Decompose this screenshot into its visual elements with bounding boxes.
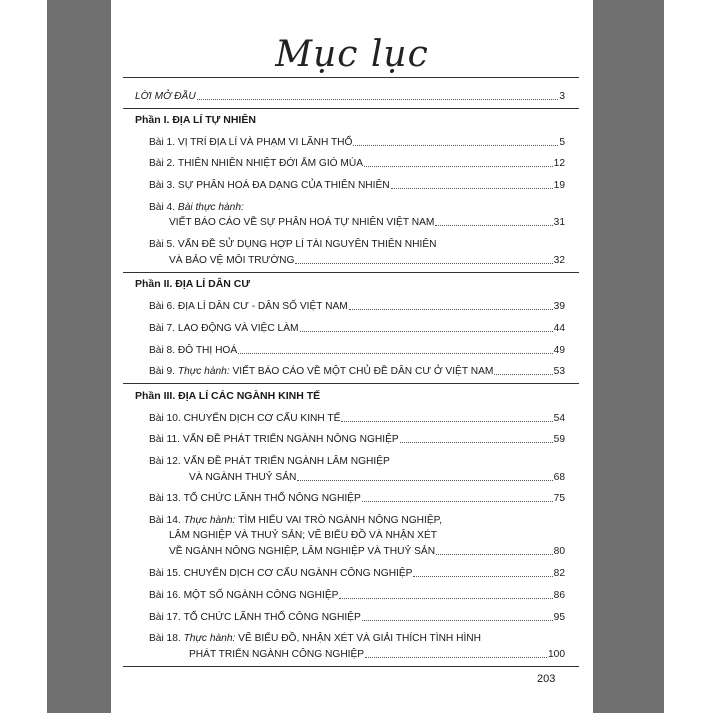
lesson-title: ĐỊA LÍ DÂN CƯ - DÂN SỐ VIỆT NAM bbox=[177, 301, 348, 312]
lesson-page: 68 bbox=[553, 472, 565, 483]
intro-label: LỜI MỞ ĐẦU bbox=[135, 91, 196, 102]
leader-dots bbox=[295, 262, 552, 264]
lesson-number: Bài 10. bbox=[149, 413, 181, 424]
lesson-title: SỰ PHÂN HOÁ ĐA DẠNG CỦA THIÊN NHIÊN bbox=[177, 180, 390, 191]
toc-entry-bai-7[interactable] bbox=[149, 323, 565, 335]
lesson-page: 31 bbox=[553, 217, 565, 228]
section-divider bbox=[123, 108, 579, 109]
lesson-number: Bài 16. bbox=[149, 590, 181, 601]
lesson-page: 95 bbox=[553, 612, 565, 623]
toc-entry-bai-4[interactable] bbox=[169, 217, 565, 229]
lesson-page: 19 bbox=[553, 180, 565, 191]
leader-dots bbox=[197, 98, 559, 100]
toc-entry-bai-10[interactable] bbox=[149, 413, 565, 425]
lesson-number: Bài 18. bbox=[149, 633, 181, 644]
lesson-prefix: Thực hành: bbox=[183, 515, 236, 526]
lesson-page: 54 bbox=[553, 413, 565, 424]
lesson-number: Bài 3. bbox=[149, 180, 176, 191]
lesson-number: Bài 15. bbox=[149, 568, 181, 579]
toc-entry-bai-12[interactable] bbox=[189, 472, 565, 484]
lesson-title: VIẾT BÁO CÁO VỀ MỘT CHỦ ĐỀ DÂN CƯ Ở VIỆT NAM bbox=[232, 366, 494, 377]
part-3-heading: Phần III. ĐỊA LÍ CÁC NGÀNH KINH TẾ bbox=[135, 390, 321, 402]
section-divider bbox=[123, 272, 579, 273]
lesson-number: Bài 2. bbox=[149, 158, 176, 169]
part-1-heading: Phần I. ĐỊA LÍ TỰ NHIÊN bbox=[135, 114, 256, 126]
lesson-title: CHUYỂN DỊCH CƠ CẤU KINH TẾ bbox=[183, 413, 341, 424]
lesson-page: 39 bbox=[553, 301, 565, 312]
lesson-page: 86 bbox=[553, 590, 565, 601]
lesson-number: Bài 5. bbox=[149, 239, 176, 250]
lesson-number: Bài 7. bbox=[149, 323, 176, 334]
lesson-page: 82 bbox=[553, 568, 565, 579]
toc-entry-bai-13[interactable] bbox=[149, 493, 565, 505]
leader-dots bbox=[494, 373, 552, 375]
intro-page: 3 bbox=[559, 91, 565, 102]
leader-dots bbox=[413, 575, 552, 577]
right-margin-band bbox=[593, 0, 664, 713]
leader-dots bbox=[297, 479, 552, 481]
part-2-heading: Phần II. ĐỊA LÍ DÂN CƯ bbox=[135, 278, 251, 290]
page-number: 203 bbox=[537, 673, 556, 685]
leader-dots bbox=[391, 187, 553, 189]
leader-dots bbox=[436, 553, 553, 555]
lesson-title-line: LÂM NGHIỆP VÀ THUỶ SẢN; VẼ BIỂU ĐỒ VÀ NHẬN XÉT bbox=[169, 530, 437, 541]
section-divider bbox=[123, 383, 579, 384]
leader-dots bbox=[435, 224, 552, 226]
toc-entry-bai-14[interactable] bbox=[169, 546, 565, 558]
leader-dots bbox=[341, 420, 552, 422]
lesson-title: VIẾT BÁO CÁO VỀ SỰ PHÂN HOÁ TỰ NHIÊN VIỆT NAM bbox=[169, 217, 435, 228]
leader-dots bbox=[362, 500, 553, 502]
toc-entry-bai-3[interactable] bbox=[149, 180, 565, 192]
page-title: Mục lục bbox=[275, 34, 429, 75]
toc-entry-bai-17[interactable] bbox=[149, 612, 565, 624]
toc-entry-bai-14-line-2[interactable] bbox=[169, 530, 437, 542]
lesson-page: 80 bbox=[553, 546, 565, 557]
leader-dots bbox=[362, 619, 553, 621]
lesson-number: Bài 14. bbox=[149, 515, 181, 526]
lesson-page: 49 bbox=[553, 345, 565, 356]
title-divider bbox=[123, 77, 579, 78]
toc-entry-bai-16[interactable] bbox=[149, 590, 565, 602]
lesson-number: Bài 17. bbox=[149, 612, 181, 623]
toc-entry-bai-8[interactable] bbox=[149, 345, 565, 357]
lesson-number: Bài 6. bbox=[149, 301, 176, 312]
toc-entry-bai-9[interactable] bbox=[149, 366, 565, 378]
lesson-page: 44 bbox=[553, 323, 565, 334]
leader-dots bbox=[339, 597, 552, 599]
lesson-page: 32 bbox=[553, 255, 565, 266]
lesson-number: Bài 11. bbox=[149, 434, 180, 445]
lesson-title: THIÊN NHIÊN NHIỆT ĐỚI ẨM GIÓ MÙA bbox=[177, 158, 364, 169]
lesson-prefix: Thực hành: bbox=[183, 633, 236, 644]
lesson-title: TỔ CHỨC LÃNH THỔ CÔNG NGHIỆP bbox=[183, 612, 361, 623]
toc-entry-bai-5[interactable] bbox=[169, 255, 565, 267]
lesson-title: VÀ BẢO VỆ MÔI TRƯỜNG bbox=[169, 255, 295, 266]
leader-dots bbox=[364, 165, 553, 167]
lesson-number: Bài 1. bbox=[149, 137, 176, 148]
lesson-title: MỘT SỐ NGÀNH CÔNG NGHIỆP bbox=[183, 590, 339, 601]
toc-entry-bai-15[interactable] bbox=[149, 568, 565, 580]
toc-entry-bai-12-line-1[interactable] bbox=[149, 456, 390, 468]
leader-dots bbox=[238, 352, 553, 354]
lesson-title: VỊ TRÍ ĐỊA LÍ VÀ PHẠM VI LÃNH THỔ bbox=[177, 137, 353, 148]
leader-dots bbox=[349, 308, 553, 310]
lesson-page: 75 bbox=[553, 493, 565, 504]
lesson-page: 12 bbox=[553, 158, 565, 169]
toc-entry-bai-11[interactable] bbox=[149, 434, 565, 446]
section-divider bbox=[123, 666, 579, 667]
leader-dots bbox=[400, 441, 553, 443]
lesson-number: Bài 8. bbox=[149, 345, 176, 356]
lesson-page: 59 bbox=[553, 434, 565, 445]
toc-page bbox=[111, 0, 593, 713]
toc-entry-bai-2[interactable] bbox=[149, 158, 565, 170]
toc-entry-bai-6[interactable] bbox=[149, 301, 565, 313]
toc-entry-bai-4-line-1[interactable] bbox=[149, 202, 244, 214]
lesson-number: Bài 13. bbox=[149, 493, 181, 504]
lesson-title: VẤN ĐỀ PHÁT TRIỂN NGÀNH NÔNG NGHIỆP bbox=[182, 434, 399, 445]
lesson-number: Bài 4. bbox=[149, 202, 176, 213]
lesson-page: 53 bbox=[553, 366, 565, 377]
toc-entry-bai-14-line-1[interactable] bbox=[149, 515, 442, 527]
lesson-title-line: TÌM HIỂU VAI TRÒ NGÀNH NÔNG NGHIỆP, bbox=[238, 515, 442, 526]
lesson-number: Bài 9. bbox=[149, 366, 176, 377]
lesson-title: TỔ CHỨC LÃNH THỔ NÔNG NGHIỆP bbox=[183, 493, 361, 504]
leader-dots bbox=[300, 330, 553, 332]
toc-entry-intro[interactable] bbox=[135, 91, 565, 103]
lesson-title: VỀ NGÀNH NÔNG NGHIỆP, LÂM NGHIỆP VÀ THUỶ SẢN bbox=[169, 546, 436, 557]
toc-entry-bai-5-line-1[interactable] bbox=[149, 239, 437, 251]
lesson-title: ĐÔ THỊ HOÁ bbox=[177, 345, 238, 356]
lesson-prefix: Thực hành: bbox=[177, 366, 230, 377]
lesson-title: VÀ NGÀNH THUỶ SẢN bbox=[189, 472, 297, 483]
lesson-title-line: VẤN ĐỀ SỬ DỤNG HỢP LÍ TÀI NGUYÊN THIÊN NHIÊN bbox=[177, 239, 437, 250]
toc-entry-bai-18-line-1[interactable] bbox=[149, 633, 481, 645]
lesson-number: Bài 12. bbox=[149, 456, 181, 467]
lesson-title: LAO ĐỘNG VÀ VIỆC LÀM bbox=[177, 323, 299, 334]
toc-entry-bai-18[interactable] bbox=[189, 649, 565, 661]
lesson-title: PHÁT TRIỂN NGÀNH CÔNG NGHIỆP bbox=[189, 649, 365, 660]
leader-dots bbox=[353, 144, 558, 146]
lesson-title-line: VẼ BIỂU ĐỒ, NHẬN XÉT VÀ GIẢI THÍCH TÌNH HÌNH bbox=[238, 633, 482, 644]
lesson-title-line: VẤN ĐỀ PHÁT TRIỂN NGÀNH LÂM NGHIỆP bbox=[183, 456, 390, 467]
lesson-title: CHUYỂN DỊCH CƠ CẤU NGÀNH CÔNG NGHIỆP bbox=[183, 568, 413, 579]
toc-entry-bai-1[interactable] bbox=[149, 137, 565, 149]
lesson-page: 100 bbox=[548, 649, 565, 660]
lesson-page: 5 bbox=[559, 137, 565, 148]
lesson-prefix: Bài thực hành: bbox=[177, 202, 244, 213]
leader-dots bbox=[365, 656, 547, 658]
left-margin-band bbox=[47, 0, 111, 713]
